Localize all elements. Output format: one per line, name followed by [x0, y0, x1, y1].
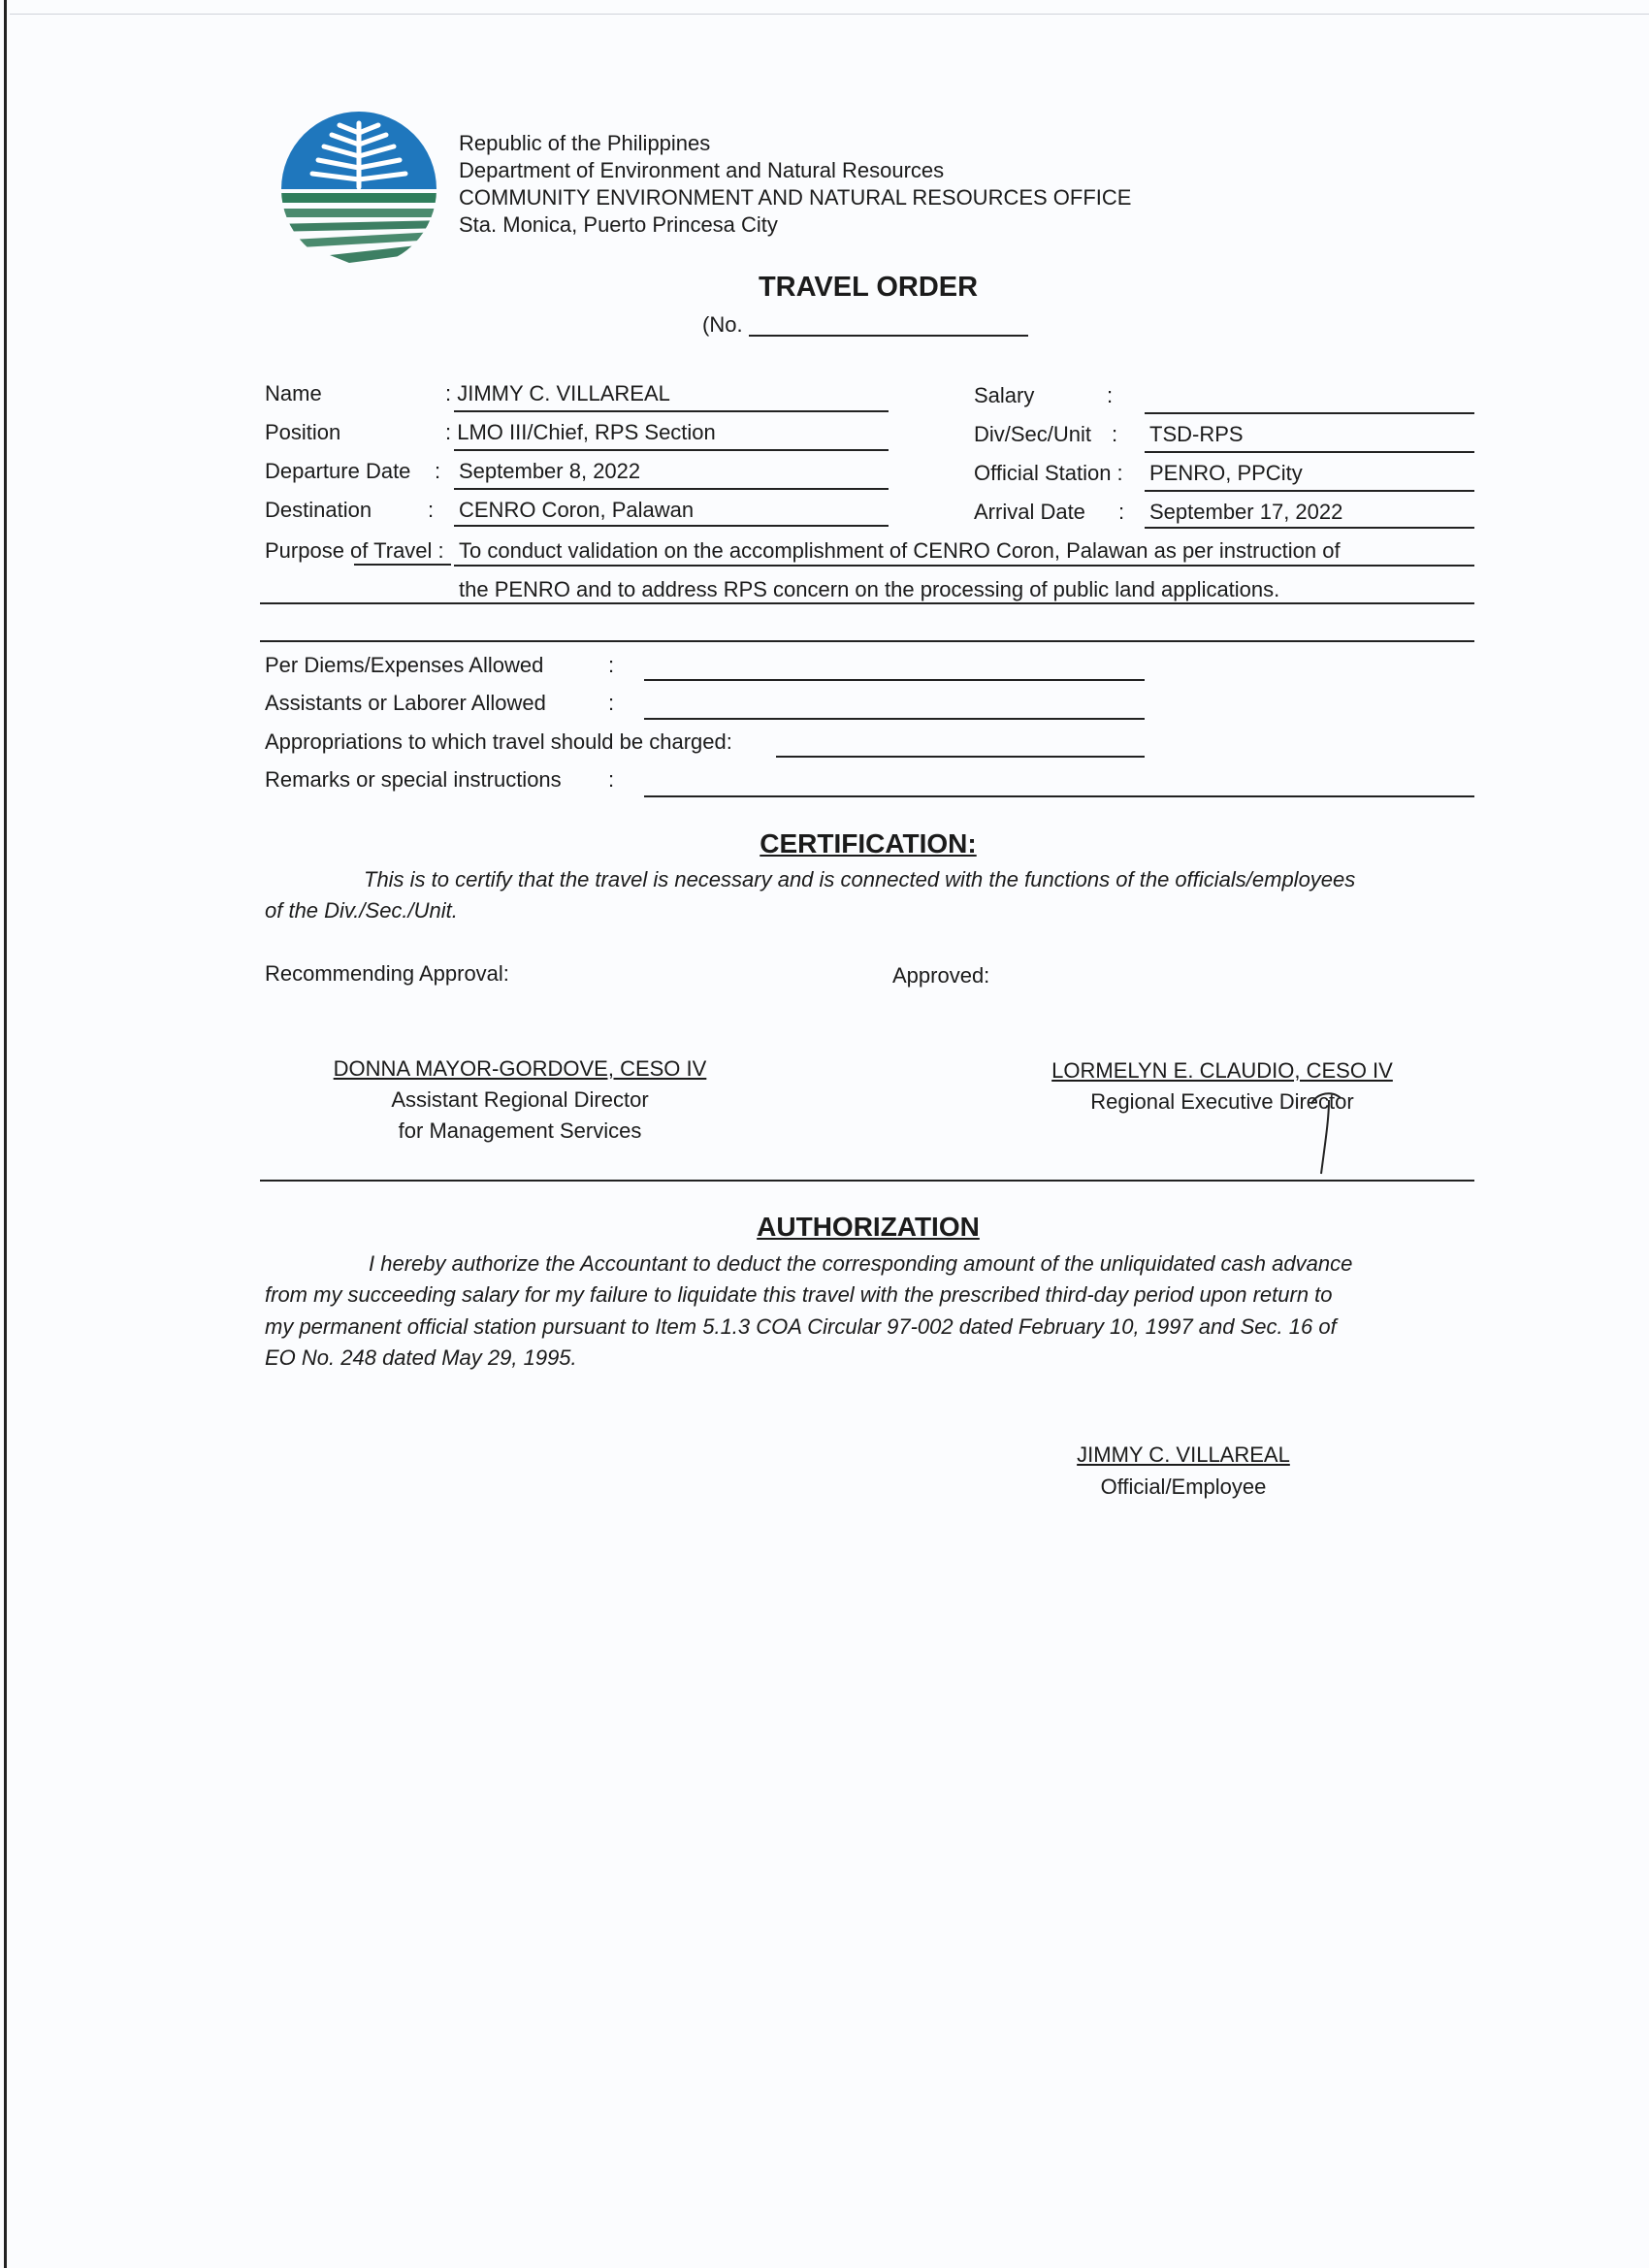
appropriations-label: Appropriations to which travel should be charged:	[265, 729, 732, 754]
authorization-line-4: EO No. 248 dated May 29, 1995.	[265, 1345, 577, 1370]
authorization-line-1: I hereby authorize the Accountant to deduct the corresponding amount of the unliquidated cash advance	[369, 1251, 1353, 1276]
arrival-value: September 17, 2022	[1149, 500, 1343, 524]
arrival-colon: :	[1118, 500, 1125, 524]
authorization-line-2: from my succeeding salary for my failure to liquidate this travel with the prescribed third-day period upon return to	[265, 1282, 1333, 1307]
certification-heading: CERTIFICATION:	[760, 828, 977, 859]
approver-name: LORMELYN E. CLAUDIO, CESO IV	[1051, 1058, 1393, 1083]
employee-title: Official/Employee	[1100, 1474, 1267, 1499]
remarks-colon: :	[608, 767, 615, 792]
arrival-line	[1145, 527, 1474, 529]
approver-title: Regional Executive Director	[1090, 1089, 1354, 1114]
scan-top-line	[10, 14, 1649, 15]
departure-label: Departure Date	[265, 459, 411, 483]
per-diems-colon: :	[608, 653, 615, 677]
salary-label: Salary	[974, 383, 1035, 407]
division-line	[1145, 451, 1474, 453]
departure-line	[454, 488, 889, 490]
authorization-line-3: my permanent official station pursuant to Item 5.1.3 COA Circular 97-002 dated February 10, 1997 and Sec. 16 of	[265, 1314, 1337, 1339]
header-address: Sta. Monica, Puerto Princesa City	[459, 212, 778, 237]
order-number-line	[749, 335, 1028, 337]
certification-line-1: This is to certify that the travel is necessary and is connected with the functions of the officials/employees	[364, 867, 1356, 891]
division-label: Div/Sec/Unit	[974, 422, 1092, 446]
station-label: Official Station :	[974, 461, 1123, 485]
position-label: Position	[265, 420, 341, 444]
assistants-label: Assistants or Laborer Allowed	[265, 691, 546, 715]
header-department: Department of Environment and Natural Resources	[459, 158, 945, 182]
employee-name: JIMMY C. VILLAREAL	[1077, 1442, 1290, 1467]
remarks-label: Remarks or special instructions	[265, 767, 562, 792]
position-value: : LMO III/Chief, RPS Section	[445, 420, 716, 444]
assistants-colon: :	[608, 691, 615, 715]
division-value: TSD-RPS	[1149, 422, 1244, 446]
appropriations-line	[776, 756, 1145, 758]
salary-colon: :	[1107, 383, 1114, 407]
departure-value: September 8, 2022	[459, 459, 641, 483]
assistants-line	[644, 718, 1145, 720]
name-label: Name	[265, 381, 322, 405]
purpose-line-1: To conduct validation on the accomplishment of CENRO Coron, Palawan as per instruction of	[459, 538, 1341, 563]
order-number-label: (No.	[702, 312, 743, 337]
certification-line-2: of the Div./Sec./Unit.	[265, 898, 458, 923]
per-diems-label: Per Diems/Expenses Allowed	[265, 653, 544, 677]
station-line	[1145, 490, 1474, 492]
destination-line	[454, 525, 889, 527]
denr-logo-icon	[272, 112, 446, 267]
station-value: PENRO, PPCity	[1149, 461, 1303, 485]
authorization-heading: AUTHORIZATION	[757, 1212, 980, 1242]
purpose-line-2: the PENRO and to address RPS concern on the processing of public land applications.	[459, 577, 1280, 601]
approved-label: Approved:	[892, 963, 990, 988]
purpose-rule-2	[260, 602, 1474, 604]
page-title: TRAVEL ORDER	[758, 272, 979, 303]
destination-colon: :	[428, 498, 435, 522]
destination-value: CENRO Coron, Palawan	[459, 498, 695, 522]
per-diems-line	[644, 679, 1145, 681]
scan-edge	[4, 0, 7, 2268]
arrival-label: Arrival Date	[974, 500, 1085, 524]
recommender-name: DONNA MAYOR-GORDOVE, CESO IV	[333, 1056, 707, 1081]
header-republic: Republic of the Philippines	[459, 131, 711, 155]
division-colon: :	[1112, 422, 1118, 446]
recommender-title: Assistant Regional Director	[391, 1087, 649, 1112]
departure-colon: :	[435, 459, 441, 483]
signature-mark	[1308, 1090, 1346, 1178]
recommender-subtitle: for Management Services	[398, 1118, 642, 1143]
purpose-rule-1	[454, 565, 1474, 567]
purpose-label: Purpose of Travel :	[265, 538, 444, 563]
purpose-label-underline	[354, 564, 451, 566]
remarks-line	[644, 795, 1474, 797]
purpose-rule-3	[260, 640, 1474, 642]
name-line	[454, 410, 889, 412]
salary-line	[1145, 412, 1474, 414]
recommending-label: Recommending Approval:	[265, 961, 509, 986]
position-line	[454, 449, 889, 451]
approval-divider	[260, 1180, 1474, 1182]
name-value: : JIMMY C. VILLAREAL	[445, 381, 670, 405]
destination-label: Destination	[265, 498, 372, 522]
header-office: COMMUNITY ENVIRONMENT AND NATURAL RESOURCES OFFICE	[459, 185, 1132, 210]
